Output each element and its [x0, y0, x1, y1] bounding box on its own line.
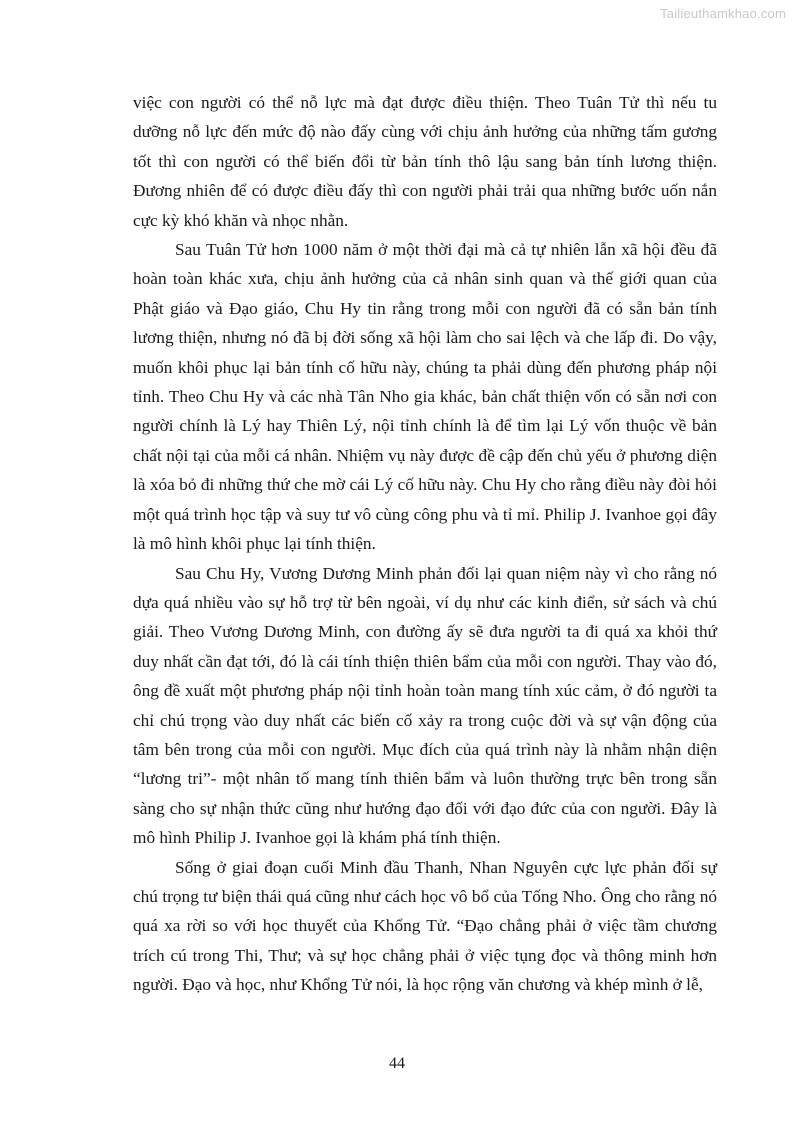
watermark: Tailieuthamkhao.com [660, 6, 786, 21]
paragraph-1: việc con người có thể nỗ lực mà đạt được điều thiện. Theo Tuân Tử thì nếu tu dưỡng nỗ lực đến mức độ nào đấy cùng với chịu ảnh hưởng của những tấm gương tốt thì con người có thể biến đổi từ bản tính thô lậu sang bản tính lương thiện. Đương nhiên để có được điều đấy thì con người phải trải qua những bước uốn nắn cực kỳ khó khăn và nhọc nhằn. [133, 93, 717, 230]
paragraph-3: Sau Chu Hy, Vương Dương Minh phản đối lại quan niệm này vì cho rằng nó dựa quá nhiều vào sự hỗ trợ từ bên ngoài, ví dụ như các kinh điển, sử sách và chú giải. Theo Vương Dương Minh, con đường ấy sẽ đưa người ta đi quá xa khỏi thứ duy nhất cần đạt tới, đó là cái tính thiện thiên bẩm của mỗi con người. Thay vào đó, ông đề xuất một phương pháp nội tỉnh hoàn toàn mang tính xúc cảm, ở đó người ta chỉ chú trọng vào duy nhất các biến cố xảy ra trong cuộc đời và sự vận động của tâm bên trong của mỗi con người. Mục đích của quá trình này là nhằm nhận diện “lương tri”- một nhân tố mang tính thiên bẩm và luôn thường trực bên trong sẵn sàng cho sự nhận thức cũng như hướng đạo đối với đạo đức của con người. Đây là mô hình Philip J. Ivanhoe gọi là khám phá tính thiện. [133, 563, 717, 848]
paragraph-4: Sống ở giai đoạn cuối Minh đầu Thanh, Nhan Nguyên cực lực phản đối sự chú trọng tư biện thái quá cũng như cách học vô bổ của Tống Nho. Ông cho rằng nó quá xa rời so với học thuyết của Khổng Tử. “Đạo chẳng phải ở việc tầm chương trích cú trong Thi, Thư; và sự học chẳng phải ở việc tụng đọc và thông minh hơn người. Đạo và học, như Khổng Tử nói, là học rộng văn chương và khép mình ở lễ, [133, 857, 717, 995]
document-body [133, 88, 717, 1000]
paragraph-2: Sau Tuân Tử hơn 1000 năm ở một thời đại mà cả tự nhiên lẫn xã hội đều đã hoàn toàn khác xưa, chịu ảnh hưởng của cả nhân sinh quan và thế giới quan của Phật giáo và Đạo giáo, Chu Hy tin rằng trong mỗi con người đã có sẵn bản tính lương thiện, nhưng nó đã bị đời sống xã hội làm cho sai lệch và che lấp đi. Do vậy, muốn khôi phục lại bản tính cố hữu này, chúng ta phải dùng đến phương pháp nội tỉnh. Theo Chu Hy và các nhà Tân Nho gia khác, bản chất thiện vốn có sẵn nơi con người chính là Lý hay Thiên Lý, nội tỉnh chính là để tìm lại Lý vốn thuộc về bản chất nội tại của mỗi cá nhân. Nhiệm vụ này được đề cập đến chủ yếu ở phương diện là xóa bỏ đi những thứ che mờ cái Lý cố hữu này. Chu Hy cho rằng điều này đòi hỏi một quá trình học tập và suy tư vô cùng công phu và tỉ mỉ. Philip J. Ivanhoe gọi đây là mô hình khôi phục lại tính thiện. [133, 240, 717, 554]
page-number: 44 [389, 1055, 405, 1072]
